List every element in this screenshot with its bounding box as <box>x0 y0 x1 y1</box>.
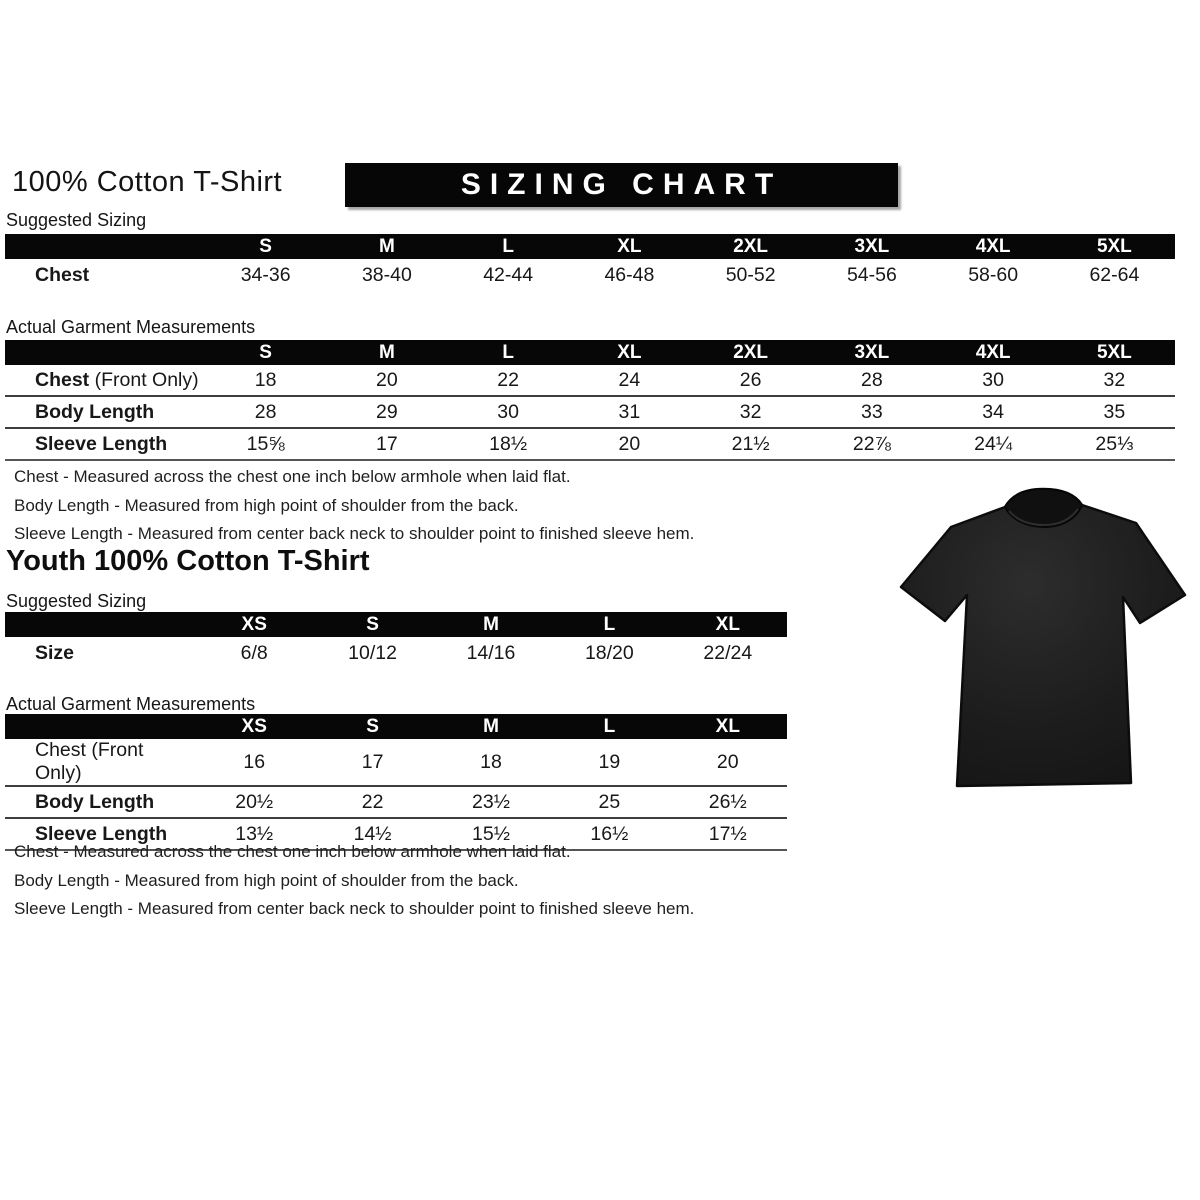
size-value-cell: 18 <box>480 750 502 773</box>
table-corner <box>5 234 205 259</box>
youth-section-title: Youth 100% Cotton T-Shirt <box>6 545 370 577</box>
adult-actual-measurements-table <box>5 340 1175 461</box>
size-column-header: S <box>313 612 431 637</box>
size-value-cell: 38-40 <box>361 264 412 286</box>
measurement-note: Chest - Measured across the chest one inch below armhole when laid flat. <box>14 467 571 486</box>
size-column-header: 3XL <box>811 340 932 365</box>
measurement-note: Sleeve Length - Measured from center back neck to shoulder point to finished sleeve hem. <box>14 899 695 918</box>
adult-actual-measurements-label: Actual Garment Measurements <box>6 317 256 337</box>
size-value-cell: 17 <box>361 750 384 773</box>
size-column-header: L <box>550 714 668 739</box>
size-value-cell: 20 <box>569 428 690 460</box>
size-value-cell: 18 <box>254 368 277 391</box>
size-column-header: 2XL <box>690 340 811 365</box>
row-label: Sleeve Length <box>5 818 195 850</box>
size-column-header: 4XL <box>933 340 1054 365</box>
size-column-header: L <box>550 612 668 637</box>
size-value-cell: 18/20 <box>584 642 634 664</box>
youth-suggested-sizing-label: Suggested Sizing <box>6 591 147 611</box>
size-value-cell: 24¼ <box>933 428 1054 460</box>
size-column-header: XS <box>195 714 313 739</box>
row-label: Body Length <box>5 396 205 428</box>
size-value-cell: 23½ <box>432 786 550 818</box>
size-value-cell: 35 <box>1054 396 1175 428</box>
size-value-cell: 20 <box>376 368 398 391</box>
size-column-header: M <box>326 234 447 259</box>
header-row <box>5 612 787 637</box>
size-value-cell: 46-48 <box>604 264 655 286</box>
header-row <box>5 234 1175 259</box>
size-column-header: S <box>205 340 326 365</box>
size-value-cell: 10/12 <box>348 642 397 664</box>
size-value-cell: 21½ <box>690 428 811 460</box>
size-column-header: M <box>326 340 447 365</box>
size-value-cell: 22 <box>313 786 431 818</box>
youth-actual-measurements-label: Actual Garment Measurements <box>6 694 256 714</box>
size-value-cell: 15½ <box>432 818 550 850</box>
size-value-cell: 17½ <box>669 818 787 850</box>
size-value-cell: 14½ <box>313 818 431 850</box>
size-value-cell: 28 <box>205 396 326 428</box>
size-column-header: 5XL <box>1054 340 1175 365</box>
size-value-cell: 26½ <box>669 786 787 818</box>
youth-actual-measurements-table <box>5 714 787 851</box>
size-value-cell: 33 <box>811 396 932 428</box>
size-value-cell: 34 <box>933 396 1054 428</box>
table-corner <box>5 340 205 365</box>
size-value-cell: 26 <box>739 368 762 391</box>
size-column-header: 5XL <box>1054 234 1175 259</box>
size-value-cell: 31 <box>569 396 690 428</box>
size-column-header: XS <box>195 612 313 637</box>
tshirt-image <box>893 487 1195 805</box>
size-column-header: 3XL <box>811 234 932 259</box>
size-column-header: S <box>205 234 326 259</box>
black-tshirt-graphic <box>893 487 1195 805</box>
size-value-cell: 62-64 <box>1089 264 1140 286</box>
table-corner <box>5 612 195 637</box>
size-value-cell: 30 <box>448 396 569 428</box>
size-column-header: XL <box>669 714 787 739</box>
size-column-header: S <box>313 714 431 739</box>
size-value-cell: 24 <box>618 368 641 391</box>
adult-suggested-sizing-table <box>5 234 1175 292</box>
size-value-cell: 25 <box>550 786 668 818</box>
row-label: Size <box>35 642 75 664</box>
row-label: Chest <box>35 264 90 286</box>
adult-suggested-sizing-label: Suggested Sizing <box>6 210 147 230</box>
table-row <box>5 396 1175 428</box>
table-row <box>5 786 787 818</box>
measurement-note: Body Length - Measured from high point of shoulder from the back. <box>14 495 519 515</box>
row-label: Chest (Front Only) <box>35 739 144 784</box>
size-value-cell: 32 <box>1103 368 1126 391</box>
measurement-note: Body Length - Measured from high point of shoulder from the back. <box>14 870 519 890</box>
size-value-cell: 18½ <box>448 428 569 460</box>
size-value-cell: 22 <box>497 368 519 391</box>
size-value-cell: 13½ <box>195 818 313 850</box>
row-label: Chest (Front Only) <box>35 368 199 391</box>
size-value-cell: 14/16 <box>466 642 516 664</box>
size-value-cell: 22⅞ <box>811 428 932 460</box>
adult-measurement-notes <box>14 463 694 549</box>
sizing-chart-banner <box>345 163 898 207</box>
size-value-cell: 30 <box>982 368 1004 391</box>
page-title: 100% Cotton T-Shirt <box>12 166 283 198</box>
size-column-header: 4XL <box>933 234 1054 259</box>
size-value-cell: 32 <box>690 396 811 428</box>
size-value-cell: 54-56 <box>846 264 897 286</box>
row-label: Body Length <box>5 786 195 818</box>
size-column-header: M <box>432 612 550 637</box>
header-row <box>5 340 1175 365</box>
size-value-cell: 20 <box>716 750 739 773</box>
size-value-cell: 16½ <box>550 818 668 850</box>
size-value-cell: 29 <box>326 396 447 428</box>
size-column-header: L <box>448 234 569 259</box>
size-value-cell: 17 <box>326 428 447 460</box>
size-column-header: XL <box>569 340 690 365</box>
youth-measurement-notes <box>14 838 694 924</box>
size-value-cell: 42-44 <box>483 264 534 286</box>
size-column-header: XL <box>569 234 690 259</box>
size-value-cell: 28 <box>861 368 883 391</box>
size-value-cell: 15⅝ <box>205 428 326 460</box>
size-value-cell: 16 <box>243 750 266 773</box>
header-row <box>5 714 787 739</box>
size-value-cell: 22/24 <box>703 642 753 664</box>
table-row <box>5 428 1175 460</box>
table-row <box>5 739 787 786</box>
size-column-header: M <box>432 714 550 739</box>
size-value-cell: 25⅓ <box>1054 428 1175 460</box>
size-value-cell: 58-60 <box>968 264 1019 286</box>
size-value-cell: 20½ <box>195 786 313 818</box>
table-corner <box>5 714 195 739</box>
size-value-cell: 6/8 <box>240 642 268 664</box>
youth-suggested-sizing-table <box>5 612 787 670</box>
size-value-cell: 50-52 <box>725 264 776 286</box>
size-column-header: 2XL <box>690 234 811 259</box>
row-label: Sleeve Length <box>5 428 205 460</box>
size-column-header: XL <box>669 612 787 637</box>
size-column-header: L <box>448 340 569 365</box>
size-value-cell: 34-36 <box>240 264 291 286</box>
banner-title: SIZING CHART <box>460 168 783 201</box>
table-row <box>5 259 1175 292</box>
size-value-cell: 19 <box>598 750 621 773</box>
measurement-note: Sleeve Length - Measured from center back neck to shoulder point to finished sleeve hem. <box>14 524 695 543</box>
table-row <box>5 365 1175 396</box>
table-row <box>5 637 787 670</box>
measurement-note: Chest - Measured across the chest one inch below armhole when laid flat. <box>14 842 571 861</box>
